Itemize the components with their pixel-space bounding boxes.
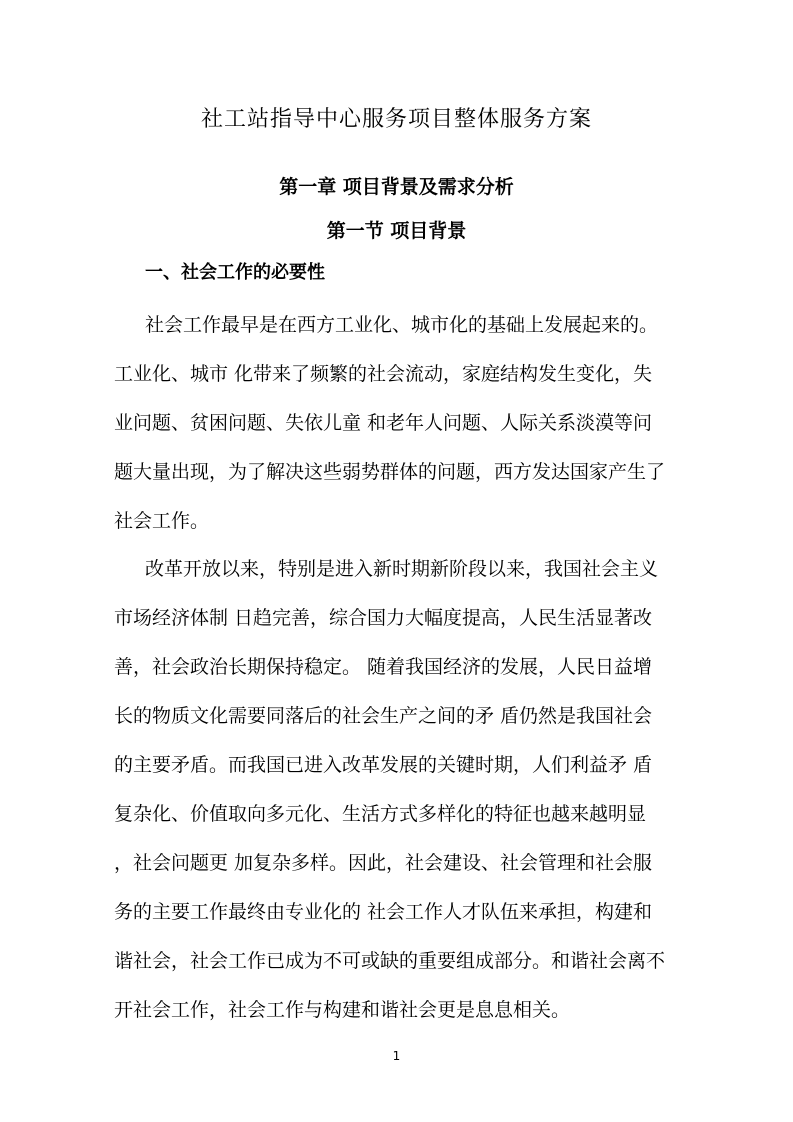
paragraph-2-line-9: 谐社会，社会工作已成为不可或缺的重要组成部分。和谐社会离不 xyxy=(114,950,666,972)
document-title: 社工站指导中心服务项目整体服务方案 xyxy=(200,107,592,132)
paragraph-1-line-5: 社会工作。 xyxy=(114,510,210,532)
section-title: 第一节 项目背景 xyxy=(326,220,467,242)
paragraph-2-line-5: 的主要矛盾。而我国已进入改革发展的关键时期，人们利益矛 盾 xyxy=(114,754,653,776)
paragraph-1-line-1: 社会工作最早是在西方工业化、城市化的基础上发展起来的。 xyxy=(145,314,659,336)
paragraph-2-line-8: 务的主要工作最终由专业化的 社会工作人才队伍来承担，构建和 xyxy=(114,901,653,923)
paragraph-2-line-10: 开社会工作，社会工作与构建和谐社会更是息息相关。 xyxy=(114,999,571,1021)
paragraph-2-line-7: ，社会问题更 加复杂多样。因此，社会建设、社会管理和社会服 xyxy=(114,852,653,874)
paragraph-2-line-6: 复杂化、价值取向多元化、生活方式多样化的特征也越来越明显 xyxy=(114,803,647,825)
paragraph-1-line-4: 题大量出现，为了解决这些弱势群体的问题，西方发达国家产生了 xyxy=(114,461,666,483)
chapter-title: 第一章 项目背景及需求分析 xyxy=(279,176,514,198)
paragraph-2-line-2: 市场经济体制 日趋完善，综合国力大幅度提高，人民生活显著改 xyxy=(114,607,653,629)
paragraph-2-line-1: 改革开放以来，特别是进入新时期新阶段以来，我国社会主义 xyxy=(145,558,659,580)
paragraph-1-line-3: 业问题、贫困问题、失依儿童 和老年人问题、人际关系淡漠等问 xyxy=(114,412,653,434)
page-number: 1 xyxy=(392,1049,401,1063)
subsection-title: 一、社会工作的必要性 xyxy=(145,262,325,283)
paragraph-2-line-4: 长的物质文化需要同落后的社会生产之间的矛 盾仍然是我国社会 xyxy=(114,705,653,727)
paragraph-1-line-2: 工业化、城市 化带来了频繁的社会流动，家庭结构发生变化，失 xyxy=(114,363,653,385)
paragraph-2-line-3: 善，社会政治长期保持稳定。 随着我国经济的发展，人民日益增 xyxy=(114,656,653,678)
